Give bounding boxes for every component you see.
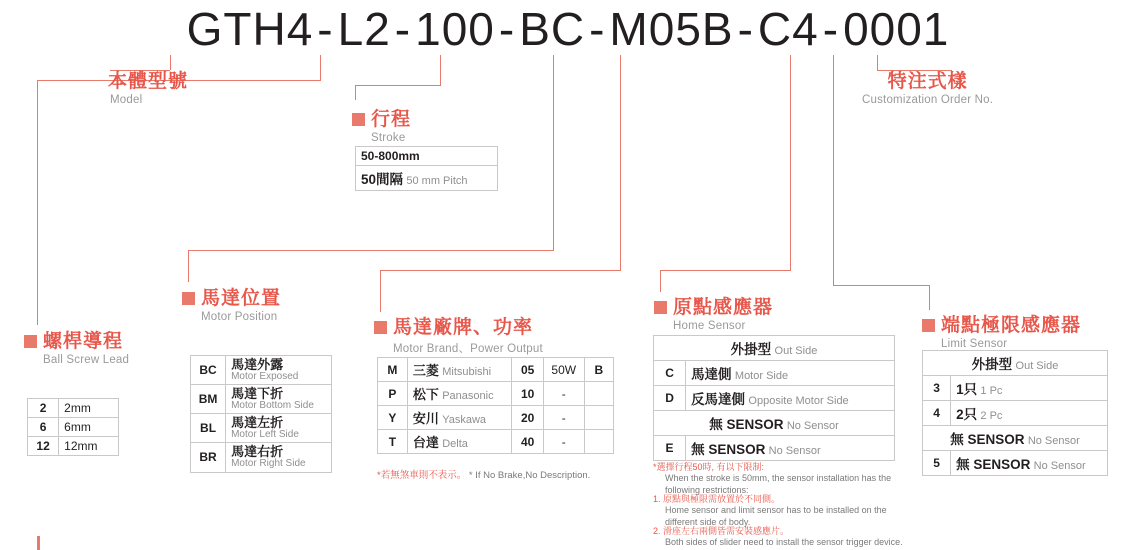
motor-position-code: BM [191, 385, 226, 414]
table-row [654, 386, 895, 411]
home-sensor-note-2 [653, 494, 915, 528]
motor-position-cn: 馬達外露 [231, 357, 284, 372]
leader-line [660, 270, 661, 292]
leader-line [833, 55, 834, 285]
power-value: - [543, 382, 584, 406]
home-sensor-note-3 [653, 526, 945, 549]
callout-limit-sensor [922, 310, 1081, 350]
brand-name [407, 406, 512, 430]
table-row [923, 401, 1108, 426]
callout-limit-sensor-cn: 端點極限感應器 [941, 315, 1082, 336]
motor-position-en: Motor Bottom Side [231, 399, 314, 411]
brand-name-en: Yaskawa [442, 414, 487, 426]
callout-customization [862, 66, 993, 106]
home-sensor-nosensor-cn: 無 SENSOR [709, 417, 784, 432]
motor-position-desc [226, 443, 332, 472]
motor-position-code: BR [191, 443, 226, 472]
stroke-pitch-cn: 50間隔 [361, 172, 404, 187]
callout-customization-cn: 特注式樣 [887, 71, 968, 92]
table-row [378, 358, 614, 382]
limit-sensor-cn: 無 SENSOR [956, 457, 1031, 472]
callout-stroke-en: Stroke [371, 132, 406, 144]
callout-model-cn: 本體型號 [108, 71, 189, 92]
limit-sensor-code: 5 [923, 451, 951, 476]
motor-position-en: Motor Left Side [231, 428, 299, 440]
part-separator: - [589, 3, 606, 55]
table-row [378, 406, 614, 430]
home-sensor-code: E [654, 436, 686, 461]
bullet-square-icon [24, 335, 37, 348]
home-sensor-desc [686, 361, 895, 386]
home-sensor-en: No Sensor [768, 445, 821, 457]
brand-code: Y [378, 406, 408, 430]
home-sensor-header [654, 336, 895, 361]
bullet-square-icon [922, 319, 935, 332]
table-row [28, 399, 119, 418]
brand-code: P [378, 382, 408, 406]
leader-line [440, 55, 441, 85]
brand-code: M [378, 358, 408, 382]
callout-limit-sensor-en: Limit Sensor [941, 338, 1008, 350]
brand-name-cn: 三菱 [412, 363, 439, 378]
limit-sensor-desc [951, 401, 1108, 426]
home-sensor-code: C [654, 361, 686, 386]
lead-value: 12mm [59, 437, 119, 456]
stroke-range-cell: 50-800mm [356, 147, 498, 166]
lead-code: 2 [28, 399, 59, 418]
home-sensor-cn: 反馬達側 [691, 392, 746, 407]
part-separator: - [822, 3, 840, 55]
motor-position-desc [226, 414, 332, 443]
motor-brand-table [377, 357, 614, 454]
callout-model-en: Model [110, 94, 143, 106]
callout-home-sensor-cn: 原點感應器 [673, 297, 774, 318]
callout-motor-position-en: Motor Position [201, 311, 278, 323]
table-row [923, 426, 1108, 451]
table-row [654, 411, 895, 436]
motor-brand-footnote-en: * If No Brake,No Description. [468, 470, 591, 481]
brand-name-en: Delta [442, 438, 468, 450]
leader-line [380, 270, 381, 312]
part-segment-motor-brand: M05B [609, 3, 734, 55]
table-row [923, 376, 1108, 401]
stroke-pitch-cell [356, 166, 498, 191]
table-row [654, 361, 895, 386]
limit-sensor-header-cn: 外掛型 [971, 357, 1013, 372]
leader-line [380, 270, 621, 271]
power-value: 50W [543, 358, 584, 382]
power-code: 10 [512, 382, 543, 406]
stroke-pitch-en: 50 mm Pitch [406, 175, 468, 187]
ball-screw-lead-table [27, 398, 119, 456]
callout-motor-brand [374, 312, 543, 356]
brand-name-cn: 松下 [412, 387, 439, 402]
motor-position-en: Motor Right Side [231, 458, 306, 470]
table-row [923, 351, 1108, 376]
part-segment-model: GTH4 [186, 3, 314, 55]
part-segment-lead: L2 [337, 3, 391, 55]
motor-position-code: BL [191, 414, 226, 443]
table-row [654, 336, 895, 361]
brand-code: T [378, 430, 408, 454]
home-sensor-nosensor-en: No Sensor [786, 420, 839, 432]
lead-code: 6 [28, 418, 59, 437]
table-row [191, 385, 332, 414]
bullet-square-icon [374, 321, 387, 334]
part-segment-home-sensor: C4 [757, 3, 819, 55]
home-sensor-table [653, 335, 895, 461]
home-sensor-note-2-en: Home sensor and limit sensor has to be installed on the different side of body. [665, 505, 887, 527]
limit-sensor-cn: 1只 [956, 382, 978, 397]
brake-code: B [584, 358, 613, 382]
home-sensor-header-cn: 外掛型 [730, 342, 772, 357]
power-value: - [543, 430, 584, 454]
home-sensor-desc [686, 386, 895, 411]
bullet-square-icon [654, 301, 667, 314]
leader-line [37, 536, 40, 550]
leader-line [355, 85, 356, 100]
callout-home-sensor-en: Home Sensor [673, 320, 746, 332]
part-separator: - [317, 3, 334, 55]
motor-position-desc [226, 356, 332, 385]
brand-name [407, 382, 512, 406]
home-sensor-en: Opposite Motor Side [748, 395, 849, 407]
home-sensor-note-1-cn: *選擇行程50時, 有以下限制: [653, 462, 765, 472]
part-separator: - [498, 3, 516, 55]
brand-name [407, 430, 512, 454]
leader-line [320, 55, 321, 80]
leader-line [37, 80, 38, 325]
limit-sensor-nosensor-en: No Sensor [1027, 435, 1080, 447]
table-row [28, 437, 119, 456]
table-row [378, 382, 614, 406]
brake-code [584, 430, 613, 454]
callout-motor-brand-cn: 馬達廠牌、功率 [393, 317, 534, 338]
part-separator: - [394, 3, 412, 55]
brand-name-en: Mitsubishi [442, 366, 492, 378]
power-code: 20 [512, 406, 543, 430]
leader-line [929, 285, 930, 310]
lead-value: 6mm [59, 418, 119, 437]
leader-line [833, 285, 929, 286]
lead-value: 2mm [59, 399, 119, 418]
limit-sensor-desc [951, 451, 1108, 476]
part-number [0, 2, 1136, 56]
callout-ball-screw-lead-en: Ball Screw Lead [43, 354, 130, 366]
bullet-square-icon [352, 113, 365, 126]
home-sensor-note-2-cn: 1. 原點與極限需放置於不同側。 [653, 494, 781, 504]
callout-stroke [352, 104, 411, 144]
home-sensor-header-en: Out Side [774, 345, 818, 357]
limit-sensor-code: 3 [923, 376, 951, 401]
leader-line [620, 55, 621, 270]
leader-line [355, 85, 441, 86]
limit-sensor-code: 4 [923, 401, 951, 426]
brand-name [407, 358, 512, 382]
callout-motor-position-cn: 馬達位置 [201, 288, 282, 309]
callout-ball-screw-lead [24, 326, 129, 366]
leader-line [553, 55, 554, 250]
home-sensor-nosensor-band [654, 411, 895, 436]
leader-line [790, 55, 791, 270]
brand-name-cn: 台達 [412, 435, 439, 450]
power-code: 40 [512, 430, 543, 454]
table-row [654, 436, 895, 461]
table-row [356, 166, 498, 191]
motor-position-cn: 馬達下折 [231, 386, 284, 402]
home-sensor-note-1 [653, 462, 915, 496]
limit-sensor-en: 2 Pc [980, 410, 1003, 422]
brake-code [584, 406, 613, 430]
limit-sensor-nosensor-band [923, 426, 1108, 451]
limit-sensor-en: 1 Pc [980, 385, 1003, 397]
home-sensor-code: D [654, 386, 686, 411]
motor-brand-footnote [377, 467, 590, 481]
leader-line [188, 250, 189, 282]
motor-brand-footnote-cn: *若無煞車則不表示。 [377, 470, 467, 481]
home-sensor-desc [686, 436, 895, 461]
table-row [378, 430, 614, 454]
home-sensor-en: Motor Side [734, 370, 789, 382]
motor-position-en: Motor Exposed [231, 370, 299, 382]
limit-sensor-table [922, 350, 1108, 476]
home-sensor-note-3-en: Both sides of slider need to install the sensor trigger device. [665, 537, 903, 548]
callout-home-sensor [654, 292, 773, 332]
limit-sensor-header-en: Out Side [1015, 360, 1059, 372]
power-code: 05 [512, 358, 543, 382]
home-sensor-note-1-en: When the stroke is 50mm, the sensor installation has the following restrictions: [665, 473, 892, 495]
motor-position-table [190, 355, 332, 473]
motor-position-cn: 馬達左折 [231, 415, 284, 431]
limit-sensor-en: No Sensor [1033, 460, 1086, 472]
motor-position-code: BC [191, 356, 226, 385]
callout-model [108, 66, 188, 106]
limit-sensor-nosensor-cn: 無 SENSOR [950, 432, 1025, 447]
table-row [191, 443, 332, 472]
leader-line [188, 250, 554, 251]
callout-ball-screw-lead-cn: 螺桿導程 [43, 331, 124, 352]
part-separator: - [737, 3, 754, 55]
limit-sensor-header [923, 351, 1108, 376]
power-value: - [543, 406, 584, 430]
limit-sensor-cn: 2只 [956, 407, 978, 422]
leader-line [660, 270, 791, 271]
home-sensor-cn: 馬達側 [691, 367, 732, 382]
table-row [191, 414, 332, 443]
home-sensor-note-3-cn: 2. 滑座左右兩側皆需安裝感應片。 [653, 526, 790, 536]
callout-motor-brand-en: Motor Brand、Power Output [393, 343, 543, 355]
callout-motor-position [182, 283, 281, 323]
brand-name-cn: 安川 [412, 411, 439, 426]
home-sensor-cn: 無 SENSOR [691, 442, 766, 457]
table-row [356, 147, 498, 166]
table-row [28, 418, 119, 437]
motor-position-cn: 馬達右折 [231, 444, 284, 460]
lead-code: 12 [28, 437, 59, 456]
table-row [191, 356, 332, 385]
limit-sensor-desc [951, 376, 1108, 401]
table-row [923, 451, 1108, 476]
callout-customization-en: Customization Order No. [862, 94, 994, 106]
part-segment-stroke: 100 [415, 3, 495, 55]
part-segment-customization: 0001 [843, 3, 950, 55]
part-segment-motor-position: BC [519, 3, 586, 55]
stroke-table [355, 146, 498, 191]
bullet-square-icon [182, 292, 195, 305]
callout-stroke-cn: 行程 [371, 109, 412, 130]
brand-name-en: Panasonic [442, 390, 494, 402]
motor-position-desc [226, 385, 332, 414]
brake-code [584, 382, 613, 406]
